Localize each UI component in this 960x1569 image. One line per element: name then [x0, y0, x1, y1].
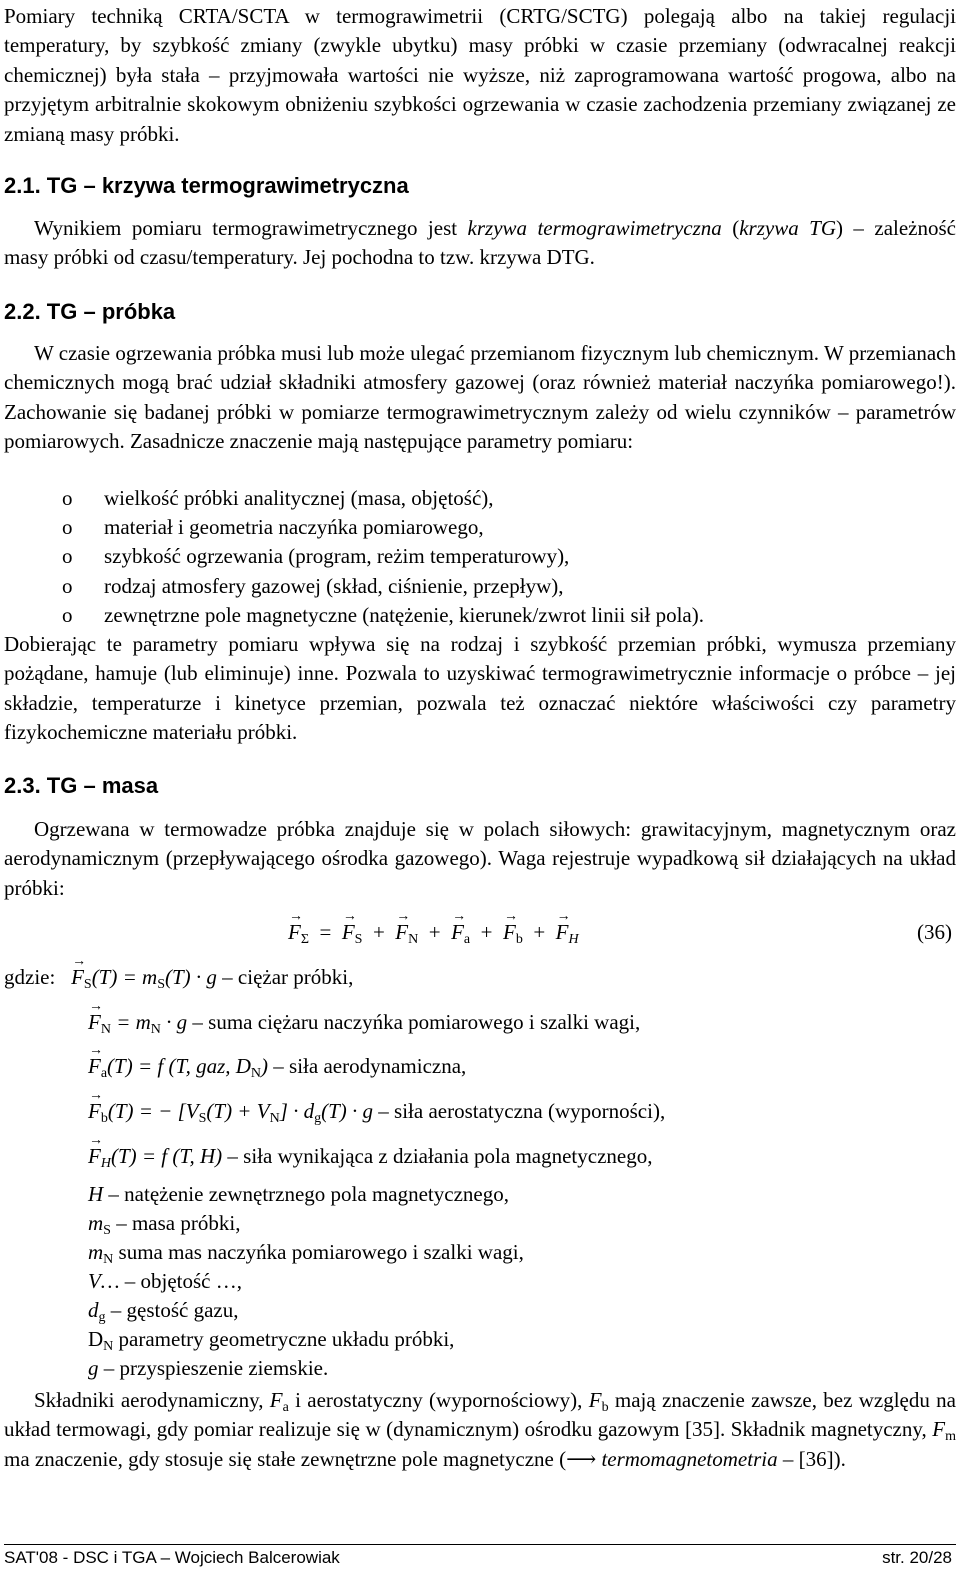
text-span: Składniki aerodynamiczny, [34, 1388, 270, 1412]
subscript: S [198, 1111, 207, 1126]
description: – przyspieszenie ziemskie. [98, 1356, 329, 1380]
subscript: g [314, 1111, 322, 1126]
description: – siła wynikająca z działania pola magnetycznego, [222, 1144, 653, 1168]
subscript: a [100, 1066, 108, 1081]
subscript: g [98, 1310, 106, 1325]
vector-symbol: → F [88, 1008, 101, 1036]
subscript: N [103, 1252, 114, 1267]
expression: (T) = f (T, gaz, D [107, 1054, 251, 1078]
text-span: ( [721, 216, 740, 240]
definition-row [4, 963, 353, 991]
text-span: ) – zależność masy próbki od czasu/temperatury. Jej pochodna to tzw. krzywa DTG. [4, 216, 956, 270]
symbol: D [88, 1327, 104, 1351]
text-span: mają znaczenie zawsze, bez względu na układ termowagi, gdy pomiar realizuje się w (dynamicznym) ośrodku gazowym [35]. Składnik magnetyczny, [4, 1388, 956, 1442]
list-item [62, 572, 704, 601]
equation-36 [288, 918, 579, 946]
list-item-text: materiał i geometria naczyńka pomiarowego, [104, 515, 484, 540]
plus-sign: + [528, 920, 551, 944]
bullet: o [62, 544, 73, 569]
intro-paragraph: Pomiary techniką CRTA/SCTA w termograwimetrii (CRTG/SCTG) polegają albo na takiej regulacji temperatury, by szybkość zmiany (zwykle ubytku) masy próbki w czasie przemiany (odwracalnej reakcji chemicznej) była stała – przyjmowała wartości nie wyższe, niż zaprogramowana wartość progowa, albo na przyjętym arbitralnie skokowym obniżeniu szybkości ogrzewania w czasie zachodzenia przemiany związanej ze zmianą masy próbki. [4, 4, 956, 146]
expression: ] · d [279, 1099, 315, 1123]
list-item-text: wielkość próbki analitycznej (masa, objętość), [104, 486, 494, 510]
equals-sign: = [314, 920, 337, 944]
symbol: g [88, 1356, 99, 1380]
plus-sign: + [423, 920, 446, 944]
description: – ciężar próbki, [216, 965, 354, 989]
vector-symbol: → F [71, 963, 84, 991]
subscript: N [408, 932, 419, 947]
vector-symbol: → F [556, 918, 569, 946]
text-span: Wynikiem pomiaru termograwimetrycznego jest [34, 216, 468, 240]
expression: (T) = − [V [107, 1099, 199, 1123]
bullet: o [62, 573, 73, 598]
plus-sign: + [367, 920, 391, 944]
list-item-text: rodzaj atmosfery gazowej (skład, ciśnienie, przepływ), [104, 573, 564, 598]
subscript: S [157, 977, 165, 992]
symbol-row [88, 1180, 509, 1208]
section-2-3-paragraph-2 [4, 1386, 956, 1474]
symbol-row [88, 1325, 454, 1353]
text-span: ma znaczenie, gdy stosuje się stałe zewnętrzne pole magnetyczne (⟶ [4, 1446, 602, 1471]
expression: (T) · g [321, 1099, 374, 1123]
symbol: V… [88, 1269, 120, 1293]
vector-symbol: → F [88, 1142, 101, 1170]
vector-symbol: → F [88, 1052, 101, 1080]
description: – gęstość gazu, [105, 1298, 239, 1322]
symbol-row [88, 1354, 328, 1382]
page-footer [4, 1544, 956, 1569]
expression: · g [160, 1010, 188, 1034]
subscript: S [103, 1223, 111, 1238]
subscript: N [150, 1022, 161, 1037]
symbol: F [932, 1417, 946, 1442]
vector-symbol: → F [288, 918, 301, 946]
section-2-3-paragraph-1: Ogrzewana w termowadze próbka znajduje się w polach siłowych: grawitacyjnym, magnetycznym oraz aerodynamicznym (przepływającego ośrodka gazowego). Waga rejestruje wypadkową sił działających na układ próbki: [4, 817, 956, 900]
heading-2-3: 2.3. TG – masa [4, 773, 159, 798]
subscript: N [103, 1339, 114, 1354]
list-item [62, 484, 704, 513]
symbol-row [88, 1209, 240, 1237]
heading-2-1: 2.1. TG – krzywa termograwimetryczna [4, 173, 409, 198]
parameter-list [62, 484, 704, 630]
symbol: d [88, 1298, 99, 1322]
description: – siła aerostatyczna (wyporności), [373, 1099, 666, 1123]
description: – masa próbki, [110, 1211, 241, 1235]
definition-row [88, 1097, 665, 1125]
expression: (T) + V [206, 1099, 270, 1123]
vector-symbol: → F [503, 918, 516, 946]
symbol: F [269, 1388, 283, 1412]
subscript: b [601, 1400, 609, 1415]
text-span: – [36]). [777, 1446, 846, 1471]
symbol: m [88, 1240, 104, 1264]
plus-sign: + [475, 920, 498, 944]
where-label: gdzie: [4, 965, 56, 989]
bullet: o [62, 602, 73, 627]
symbol-row [88, 1238, 524, 1266]
term-italic: termomagnetometria [601, 1446, 778, 1471]
footer-left: SAT'08 - DSC i TGA – Wojciech Balcerowiak [4, 1548, 340, 1567]
description: – objętość …, [119, 1269, 242, 1293]
subscript: a [463, 932, 471, 947]
definition-row [88, 1008, 640, 1036]
term-italic: krzywa TG [739, 216, 836, 240]
bullet: o [62, 486, 73, 510]
subscript: N [250, 1066, 262, 1081]
list-item [62, 542, 704, 571]
expression: (T) · g [165, 965, 217, 989]
heading-2-2: 2.2. TG – próbka [4, 299, 176, 324]
page-number: str. 20/28 [882, 1548, 952, 1567]
section-2-2-paragraph-2: Dobierając te parametry pomiaru wpływa się na rodzaj i szybkość przemian próbki, wymusza przemiany pożądane, hamuje (lub eliminuje) inne. Pozwala to uzyskiwać termograwimetrycznie informacje o próbce – jej składzie, temperaturze i kinetyce przemian, pozwala też oznaczać niektóre właściwości czy parametry fizykochemiczne materiału próbki. [4, 632, 956, 745]
bullet: o [62, 515, 73, 540]
expression: (T) = f (T, H) [110, 1144, 223, 1168]
definition-row [88, 1052, 466, 1080]
symbol: F [588, 1388, 602, 1412]
subscript: S [83, 977, 92, 992]
definition-row [88, 1142, 652, 1170]
term-italic: krzywa termograwimetryczna [467, 216, 722, 240]
symbol-row [88, 1267, 242, 1295]
vector-symbol: → F [395, 918, 408, 946]
subscript: H [100, 1156, 111, 1171]
description: – natężenie zewnętrznego pola magnetycznego, [103, 1182, 509, 1206]
vector-symbol: → F [88, 1097, 101, 1125]
list-item-text: zewnętrzne pole magnetyczne (natężenie, kierunek/zwrot linii sił pola). [104, 602, 704, 627]
description: – siła aerodynamiczna, [268, 1054, 467, 1078]
list-item-text: szybkość ogrzewania (program, reżim temperaturowy), [104, 544, 570, 569]
description: – suma ciężaru naczyńka pomiarowego i szalki wagi, [187, 1010, 641, 1034]
subscript: a [282, 1400, 289, 1415]
description: suma mas naczyńka pomiarowego i szalki wagi, [113, 1240, 524, 1264]
section-2-2-paragraph-1: W czasie ogrzewania próbka musi lub może ulegać przemianom fizycznym lub chemicznym. W przemianach chemicznych mogą brać udział składniki atmosfery gazowej (oraz również materiał naczyńka pomiarowego!). Zachowanie się badanej próbki w pomiarze termograwimetrycznym zależy od wielu czynników – parametrów pomiarowych. Zasadnicze znaczenie mają następujące parametry pomiaru: [4, 341, 956, 454]
subscript: S [354, 932, 363, 947]
subscript: N [269, 1111, 280, 1126]
expression: ) [261, 1054, 269, 1078]
subscript: H [568, 932, 579, 947]
symbol: H [88, 1182, 104, 1206]
vector-symbol: → F [451, 918, 464, 946]
subscript: b [100, 1111, 108, 1126]
symbol: m [88, 1211, 104, 1235]
text-span: i aerostatyczny (wypornościowy), [288, 1388, 589, 1412]
subscript: Σ [300, 932, 309, 947]
section-2-1-paragraph [4, 214, 956, 273]
expression: (T) = m [91, 965, 158, 989]
vector-symbol: → F [342, 918, 355, 946]
list-item [62, 601, 704, 630]
symbol-row [88, 1296, 238, 1324]
list-item [62, 513, 704, 542]
subscript: N [100, 1022, 111, 1037]
subscript: b [515, 932, 523, 947]
expression: = m [110, 1010, 151, 1034]
description: parametry geometryczne układu próbki, [113, 1327, 455, 1351]
subscript: m [945, 1429, 956, 1445]
equation-number: (36) [917, 920, 952, 944]
